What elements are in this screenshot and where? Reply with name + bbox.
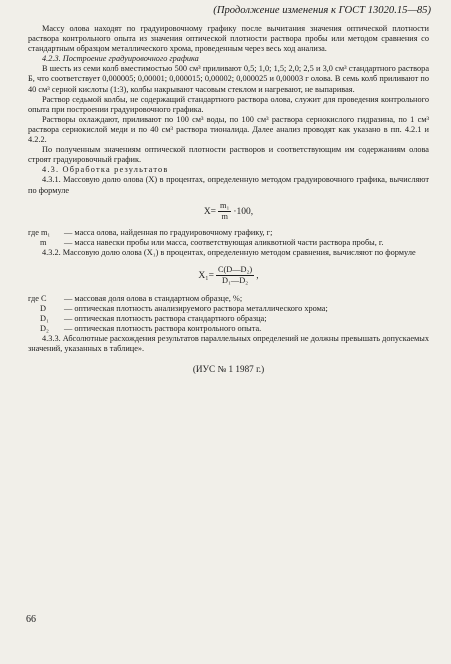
page-header: (Продолжение изменения к ГОСТ 13020.15—85) <box>213 5 431 16</box>
definitions-list <box>28 294 429 334</box>
definition-text: — оптическая плотность анализируемого раствора металлического хрома; <box>64 303 328 313</box>
paragraph: Раствор седьмой колбы, не содержащий стандартного раствора олова, служит для проведения контрольного опыта при построении градуировочного графика. <box>28 94 429 114</box>
definition-text: — масса олова, найденная по градуировочному графику, г; <box>64 227 273 237</box>
document-body <box>28 24 429 375</box>
definition-text: — массовая доля олова в стандартном образце, %; <box>64 293 243 303</box>
formula-denominator: m <box>221 212 228 222</box>
definition-symbol: где m₁ <box>28 227 51 237</box>
section-heading-4-2-3: 4.2.3. Построение градуировочного графика <box>42 54 199 64</box>
definition-text: — оптическая плотность раствора контрольного опыта. <box>64 324 262 334</box>
paragraph: 4.3.2. Массовую долю олова (X₁) в процентах, определенную методом сравнения, вычисляют по формуле <box>42 247 416 257</box>
definition-text: — масса навески пробы или масса, соответствующая аликвотной части раствора пробы, г. <box>64 237 384 247</box>
definition-text: — оптическая плотность раствора стандартного образца; <box>64 314 267 324</box>
formula-numerator: C(D—D₂) <box>217 265 253 275</box>
definition-symbol: где C <box>28 293 47 303</box>
closing-note: (ИУС № 1 1987 г.) <box>192 364 265 375</box>
page-number: 66 <box>26 614 36 625</box>
formula-fraction <box>218 201 231 222</box>
definition-symbol: D₁ <box>40 314 49 324</box>
formula-rhs: ·100, <box>233 206 254 217</box>
paragraph: По полученным значениям оптической плотности растворов и соответствующим им содержаниям олова строят градуировочный график. <box>28 145 429 165</box>
paragraph: 4.3.3. Абсолютные расхождения результатов параллельных определений не должны превышать допускаемых значений, указанных в таблице». <box>28 334 429 354</box>
formula-lhs: X= <box>203 206 217 217</box>
formula-lhs: X₁= <box>198 270 214 281</box>
formula-x1 <box>28 262 429 290</box>
paragraph: 4.3.1. Массовую долю олова (X) в процентах, определенную методом градуировочного графика, вычисляют по формуле <box>28 175 429 195</box>
formula-rhs: , <box>256 270 259 281</box>
formula-x <box>28 200 429 224</box>
section-heading-4-3: 4.3. Обработка результатов <box>42 165 169 175</box>
formula-numerator: m₁ <box>220 201 230 211</box>
formula-denominator: D₁—D₂ <box>222 276 249 286</box>
paragraph: Массу олова находят по градуировочному графику после вычитания значения оптической плотности раствора контрольного опыта из значения оптической плотности раствора пробы или методом сравнения со стандартным образцом металлического хрома, проведенным через весь ход анализа. <box>28 24 429 54</box>
definition-symbol: m <box>40 237 47 247</box>
paragraph: В шесть из семи колб вместимостью 500 см³ приливают 0,5; 1,0; 1,5; 2,0; 2,5 и 3,0 см³ стандартного раствора Б, что соответствует 0,000005; 0,00001; 0,000015; 0,00002; 0,000025 и 0,00003 г олова. В семь колб приливают по 40 см³ серной кислоты (1:3), колбы накрывают часовым стеклом и нагревают, не выпаривая. <box>28 64 429 94</box>
definitions-list <box>28 228 429 248</box>
formula-fraction <box>216 265 254 286</box>
definition-symbol: D₂ <box>40 324 49 334</box>
definition-symbol: D <box>40 303 46 313</box>
paragraph: Растворы охлаждают, приливают по 100 см³ воды, по 100 см³ раствора сернокислого гидразина, по 1 см³ раствора сернокислой меди и по 40 см³ раствора тионалида. Далее анализ проводят как указано в пп. 4.2.1 и 4.2.2. <box>28 114 429 145</box>
